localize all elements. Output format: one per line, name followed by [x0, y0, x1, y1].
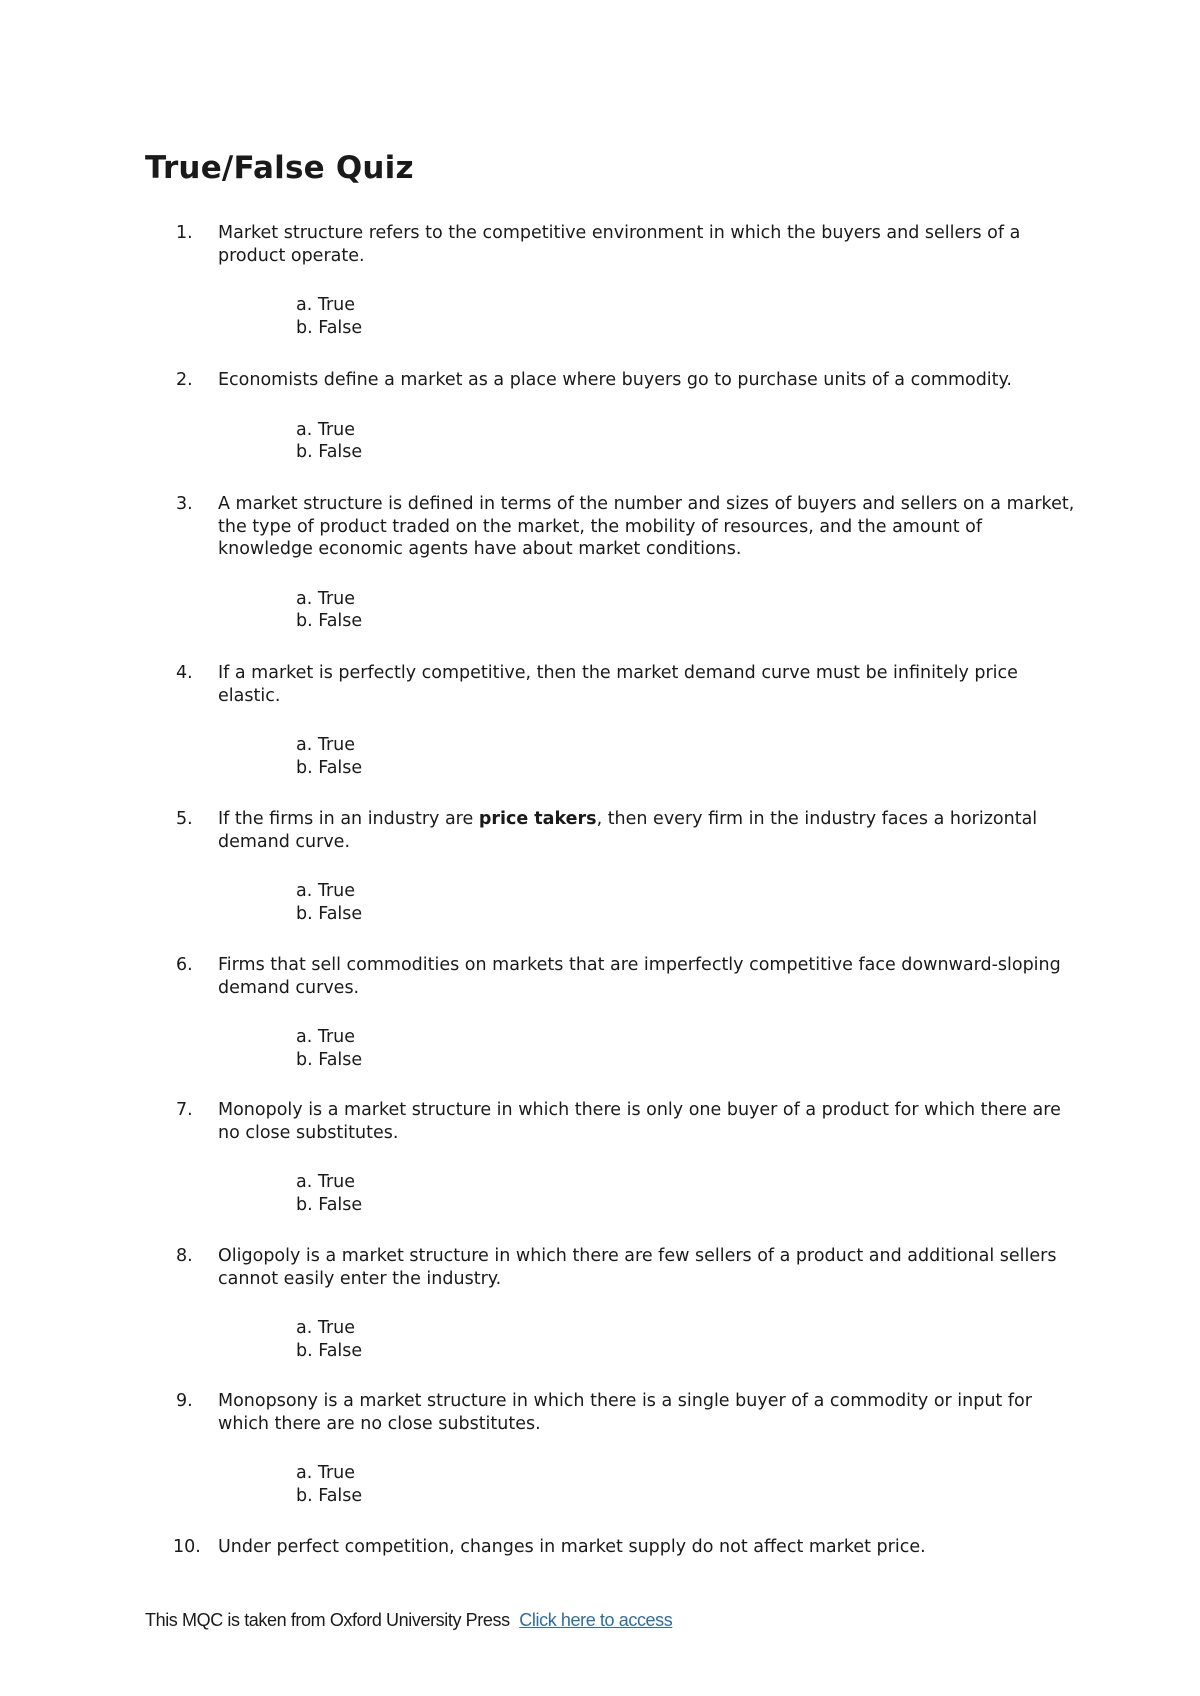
answer-option-true[interactable]: a. True [296, 735, 356, 755]
question-item [176, 1099, 1076, 1216]
answer-option-false[interactable]: b. False [296, 442, 363, 462]
question-number: 4. [176, 663, 193, 683]
answer-options [296, 1317, 1076, 1362]
question-text: A market structure is defined in terms of the number and sizes of buyers and sellers on a market, the type of product traded on the market, the mobility of resources, and the amount of knowledge economic agents have about market conditions. [218, 494, 1075, 559]
answer-option-true[interactable]: a. True [296, 1027, 356, 1047]
answer-option-false[interactable]: b. False [296, 1340, 363, 1361]
answer-option-false[interactable]: b. False [296, 1485, 363, 1506]
question-text: Economists define a market as a place where buyers go to purchase units of a commodity. [218, 370, 1012, 390]
answer-options [296, 1462, 1076, 1507]
answer-option-false[interactable]: b. False [296, 757, 363, 778]
answer-option-true[interactable]: a. True [296, 881, 356, 901]
question-item [176, 662, 1076, 779]
question-item [173, 1536, 1073, 1559]
question-item [176, 493, 1076, 633]
answer-option-false[interactable]: b. False [296, 1194, 363, 1215]
question-text: Firms that sell commodities on markets that are imperfectly competitive face downward-sloping demand curves. [218, 955, 1061, 998]
key-term: price takers [478, 809, 597, 829]
question-item [176, 1245, 1076, 1362]
question-text-part: , then every firm in the industry faces a horizontal demand curve. [218, 809, 1038, 852]
question-number: 10. [173, 1537, 201, 1557]
question-item [176, 808, 1076, 925]
answer-option-false[interactable]: b. False [296, 317, 363, 338]
answer-option-true[interactable]: a. True [296, 295, 356, 315]
answer-options [296, 1171, 1076, 1216]
question-text [218, 808, 1076, 853]
question-text-part: If the firms in an industry are [218, 809, 479, 829]
question-item [176, 954, 1076, 1071]
question-number: 2. [176, 370, 193, 390]
answer-options [296, 294, 1076, 339]
answer-option-false[interactable]: b. False [296, 1049, 363, 1070]
question-text: Market structure refers to the competitive environment in which the buyers and sellers of a product operate. [218, 223, 1021, 266]
page-title: True/False Quiz [145, 150, 414, 186]
question-text: Monopoly is a market structure in which there is only one buyer of a product for which there are no close substitutes. [218, 1100, 1061, 1143]
question-number: 5. [176, 809, 193, 829]
question-text: If a market is perfectly competitive, then the market demand curve must be infinitely price elastic. [218, 663, 1018, 706]
answer-options [296, 880, 1076, 925]
question-number: 1. [176, 223, 193, 243]
answer-options [296, 1026, 1076, 1071]
answer-option-true[interactable]: a. True [296, 419, 356, 440]
question-text: Under perfect competition, changes in market supply do not affect market price. [218, 1537, 926, 1557]
access-link[interactable]: Click here to access [519, 1610, 673, 1630]
answer-options [296, 734, 1076, 779]
question-item [176, 369, 1076, 464]
question-number: 6. [176, 955, 193, 975]
answer-option-false[interactable]: b. False [296, 611, 363, 631]
answer-option-true[interactable]: a. True [296, 1318, 356, 1338]
answer-option-true[interactable]: a. True [296, 588, 356, 609]
answer-option-true[interactable]: a. True [296, 1172, 356, 1192]
question-text: Monopsony is a market structure in which there is a single buyer of a commodity or input for which there are no close substitutes. [218, 1391, 1032, 1434]
question-number: 9. [176, 1391, 193, 1411]
question-number: 3. [176, 494, 193, 514]
source-footer [145, 1610, 672, 1631]
question-number: 7. [176, 1100, 193, 1120]
answer-options [296, 419, 1076, 464]
answer-option-false[interactable]: b. False [296, 903, 363, 924]
question-item [176, 222, 1076, 339]
answer-options [296, 588, 1076, 633]
question-item [176, 1390, 1076, 1507]
source-text: This MQC is taken from Oxford University Press [145, 1610, 510, 1630]
question-number: 8. [176, 1246, 193, 1266]
answer-option-true[interactable]: a. True [296, 1463, 356, 1483]
question-text: Oligopoly is a market structure in which there are few sellers of a product and additional sellers cannot easily enter the industry. [218, 1246, 1057, 1289]
